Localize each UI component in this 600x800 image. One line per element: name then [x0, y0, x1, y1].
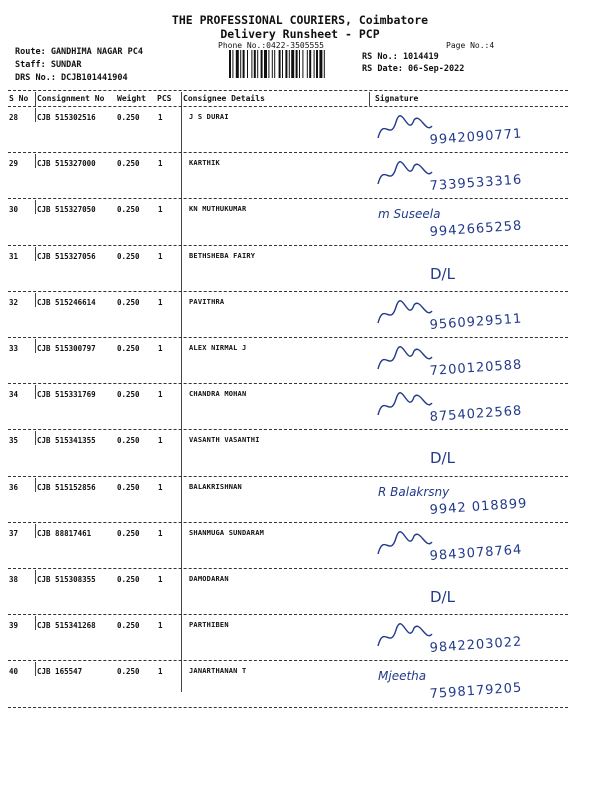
row-weight: 0.250 [117, 251, 140, 261]
row-consignment-no: CJB 515152856 [37, 482, 96, 492]
signature-handwriting [370, 108, 600, 154]
row-sno: 34 [9, 390, 19, 400]
phone-number: Phone No.:0422-3505555 [218, 41, 324, 50]
row-separator [8, 707, 568, 708]
row-separator [8, 383, 568, 384]
table-row [0, 431, 600, 477]
row-consignee: SHANMUGA SUNDARAM [189, 528, 265, 537]
table-row [0, 293, 600, 339]
row-sno: 32 [9, 297, 19, 307]
row-pcs: 1 [158, 482, 163, 492]
row-consignee: ALEX NIRMAL J [189, 344, 247, 352]
row-pcs: 1 [158, 390, 163, 400]
row-separator [8, 568, 568, 569]
row-weight: 0.250 [117, 205, 140, 215]
row-separator [8, 291, 568, 292]
header-top-rule [8, 90, 568, 91]
row-sno: 35 [9, 436, 19, 446]
signature-text: 9942 018899 [429, 495, 528, 518]
row-weight: 0.250 [117, 159, 140, 169]
company-name: THE PROFESSIONAL COURIERS, Coimbatore [171, 13, 429, 27]
signature-handwriting [370, 431, 600, 477]
row-separator [8, 476, 568, 477]
signature-handwriting [370, 154, 600, 200]
row-consignee: JANARTHANAN T [189, 667, 247, 676]
signature-text: 7200120588 [429, 357, 523, 379]
signature-scribble [378, 624, 432, 646]
row-separator [8, 522, 568, 523]
signature-text: D/L [430, 264, 455, 283]
row-consignee: BALAKRISHNAN [189, 482, 242, 491]
row-consignment-no: CJB 515246614 [37, 297, 96, 307]
col-divider [35, 616, 36, 630]
signature-handwriting [370, 616, 600, 662]
row-consignment-no: CJB 515327056 [37, 251, 96, 261]
row-consignment-no: CJB 515308355 [37, 575, 96, 584]
col-divider [369, 92, 370, 106]
row-weight: 0.250 [117, 667, 140, 677]
rs-date: RS Date: 06-Sep-2022 [362, 64, 465, 74]
signature-scribble [378, 532, 432, 554]
row-consignment-no: CJB 515327000 [37, 159, 96, 169]
row-separator [8, 660, 568, 661]
row-pcs: 1 [158, 113, 163, 122]
signature-text: 9843078764 [429, 542, 523, 564]
col-divider [35, 431, 36, 445]
col-header-consignment: Consignment No [37, 94, 105, 103]
signature-handwriting [370, 385, 600, 431]
signature-scribble [378, 116, 432, 138]
signature-name: m Suseela [378, 207, 441, 222]
row-sno: 30 [9, 205, 19, 215]
row-weight: 0.250 [117, 113, 140, 122]
row-pcs: 1 [158, 159, 163, 169]
signature-text: 9942665258 [429, 218, 523, 241]
signature-text: 8754022568 [429, 403, 523, 426]
signature-scribble [378, 162, 432, 184]
table-row [0, 616, 600, 662]
row-pcs: 1 [158, 575, 163, 584]
row-weight: 0.250 [117, 344, 140, 353]
col-divider [35, 108, 36, 122]
row-separator [8, 245, 568, 246]
col-header-pcs: PCS [157, 94, 172, 103]
signature-handwriting [370, 478, 600, 524]
row-consignment-no: CJB 515341268 [37, 621, 96, 631]
header-bottom-rule [8, 106, 568, 107]
row-weight: 0.250 [117, 390, 140, 400]
row-weight: 0.250 [117, 528, 140, 538]
col-header-weight: Weight [117, 94, 146, 103]
row-consignment-no: CJB 515300797 [37, 344, 96, 353]
row-consignee: DAMODARAN [189, 575, 229, 583]
signature-text: 7598179205 [429, 680, 523, 703]
row-weight: 0.250 [117, 436, 140, 446]
table-row [0, 339, 600, 385]
signature-handwriting [370, 524, 600, 570]
rs-number: RS No.: 1014419 [362, 52, 439, 62]
row-pcs: 1 [158, 436, 163, 446]
row-pcs: 1 [158, 251, 163, 261]
table-row [0, 247, 600, 293]
table-row [0, 154, 600, 200]
row-consignment-no: CJB 165547 [37, 667, 83, 677]
row-weight: 0.250 [117, 575, 140, 584]
signature-handwriting [370, 662, 600, 708]
signature-scribble [378, 347, 432, 369]
col-divider [35, 293, 36, 307]
table-row [0, 478, 600, 524]
row-weight: 0.250 [117, 621, 140, 631]
signature-text: 9842203022 [429, 634, 523, 657]
signature-handwriting [370, 570, 600, 616]
col-divider [35, 478, 36, 492]
signature-text: D/L [430, 588, 455, 606]
col-divider [35, 524, 36, 538]
signature-scribble [378, 301, 432, 323]
table-row [0, 524, 600, 570]
row-consignee: BETHSHEBA FAIRY [189, 251, 256, 260]
row-weight: 0.250 [117, 482, 140, 492]
row-pcs: 1 [158, 205, 163, 215]
row-consignment-no: CJB 515302516 [37, 113, 96, 122]
row-consignee: PAVITHRA [189, 297, 225, 306]
col-divider [35, 570, 36, 584]
signature-handwriting [370, 293, 600, 339]
row-consignee: VASANTH VASANTHI [189, 436, 260, 445]
signature-text: D/L [430, 449, 455, 468]
row-pcs: 1 [158, 667, 163, 677]
signature-handwriting [370, 247, 600, 293]
row-separator [8, 429, 568, 430]
row-sno: 36 [9, 482, 19, 492]
col-divider [35, 247, 36, 261]
signature-name: R Balakrsny [378, 484, 450, 499]
table-row [0, 108, 600, 154]
signature-handwriting [370, 200, 600, 246]
signature-handwriting [370, 339, 600, 385]
staff-label: Staff: SUNDAR [15, 60, 82, 70]
row-pcs: 1 [158, 344, 163, 353]
col-divider [35, 339, 36, 353]
page-number: Page No.:4 [446, 41, 495, 50]
row-sno: 38 [9, 575, 19, 584]
col-divider [35, 385, 36, 399]
row-consignee: KN MUTHUKUMAR [189, 205, 247, 214]
row-sno: 31 [9, 251, 19, 261]
col-divider [35, 154, 36, 168]
row-sno: 37 [9, 528, 19, 538]
signature-text: 9560929511 [429, 311, 523, 333]
row-consignment-no: CJB 88817461 [37, 528, 92, 538]
signature-name: Mjeetha [378, 669, 427, 684]
row-consignment-no: CJB 515327050 [37, 205, 96, 215]
table-row [0, 200, 600, 246]
col-header-consignee: Consignee Details [183, 94, 265, 103]
row-separator [8, 152, 568, 153]
table-row [0, 570, 600, 616]
col-divider [35, 92, 36, 106]
row-consignee: J S DURAI [189, 113, 229, 121]
col-divider [35, 200, 36, 214]
row-sno: 39 [9, 621, 19, 631]
barcode [229, 50, 355, 78]
row-pcs: 1 [158, 528, 163, 538]
runsheet-title: Delivery Runsheet - PCP [220, 27, 380, 41]
row-consignment-no: CJB 515341355 [37, 436, 96, 446]
signature-text: 9942090771 [429, 126, 523, 148]
row-consignment-no: CJB 515331769 [37, 390, 96, 400]
row-sno: 28 [9, 113, 19, 122]
row-consignee: KARTHIK [189, 159, 220, 168]
route-label: Route: GANDHIMA NAGAR PC4 [15, 47, 143, 57]
row-consignee: CHANDRA MOHAN [189, 390, 247, 399]
drs-number: DRS No.: DCJB101441904 [15, 73, 128, 83]
signature-text: 7339533316 [429, 172, 523, 195]
table-row [0, 385, 600, 431]
col-divider [35, 662, 36, 676]
row-separator [8, 198, 568, 199]
col-header-signature: Signature [375, 94, 419, 103]
row-sno: 40 [9, 667, 19, 677]
row-weight: 0.250 [117, 297, 140, 307]
row-separator [8, 614, 568, 615]
table-row [0, 662, 600, 708]
row-separator [8, 337, 568, 338]
row-pcs: 1 [158, 297, 163, 307]
row-sno: 33 [9, 344, 19, 353]
row-consignee: PARTHIBEN [189, 621, 229, 630]
row-pcs: 1 [158, 621, 163, 631]
row-sno: 29 [9, 159, 19, 169]
col-header-sno: S No [9, 94, 29, 103]
signature-scribble [378, 393, 432, 415]
